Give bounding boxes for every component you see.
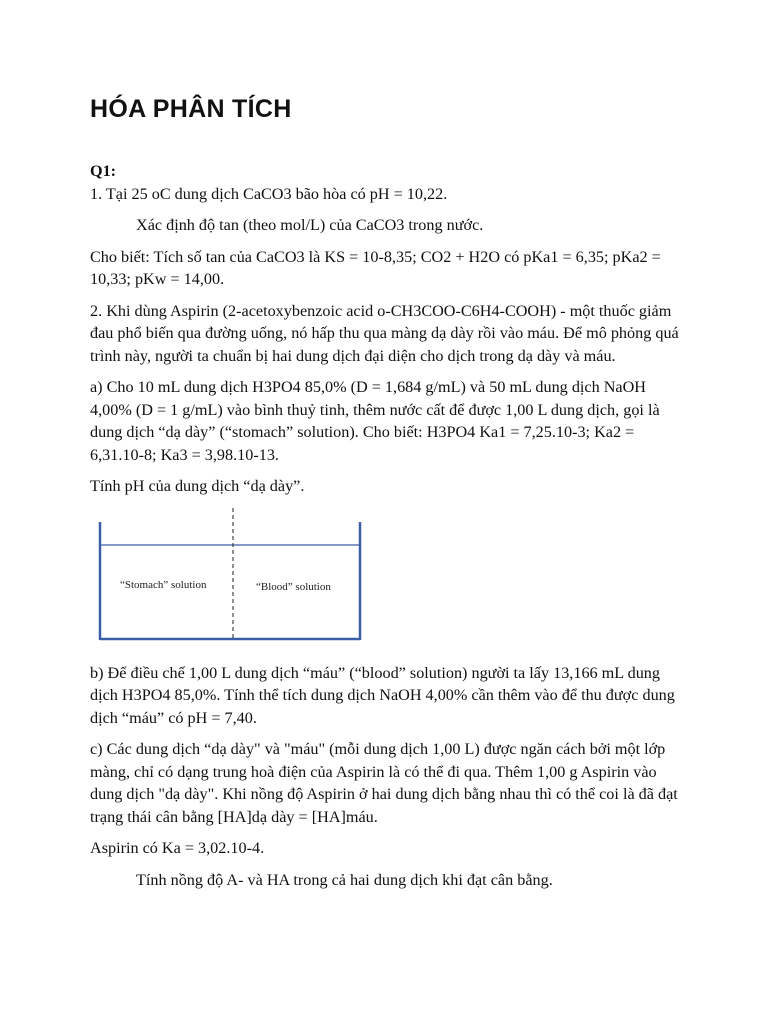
stomach-solution-label: “Stomach” solution bbox=[120, 578, 207, 591]
question-2a-text: a) Cho 10 mL dung dịch H3PO4 85,0% (D = 1,684 g/mL) và 50 mL dung dịch NaOH 4,00% (D = 1 g/mL) vào bình thuỷ tinh, thêm nước cất để được 1,00 L dung dịch, gọi là dung dịch “dạ dày” (“stomach” solution). Cho biết: H3PO4 Ka1 = 7,25.10-3; Ka2 = 6,31.10-8; Ka3 = 3,98.10-13. bbox=[90, 378, 660, 464]
question-1-given: Cho biết: Tích số tan của CaCO3 là KS = 10-8,35; CO2 + H2O có pKa1 = 6,35; pKa2 = 10,33; pKw = 14,00. bbox=[90, 247, 661, 288]
question-2c-text: c) Các dung dịch “dạ dày" và "máu" (mỗi dung dịch 1,00 L) được ngăn cách bởi một lớp màng, chỉ có dạng trung hoà điện của Aspirin là có thể đi qua. Thêm 1,00 g Aspirin vào dung dịch "dạ dày". Khi nồng độ Aspirin ở hai dung dịch bằng nhau thì có thể coi là đã đạt trạng thái cân bằng [HA]dạ dày = [HA]máu. bbox=[90, 740, 678, 826]
question-2-intro: 2. Khi dùng Aspirin (2-acetoxybenzoic acid o-CH3COO-C6H4-COOH) - một thuốc giảm đau phổ biến qua đường uống, nó hấp thu qua màng dạ dày rồi vào máu. Để mô phỏng quá trình này, người ta chuẩn bị hai dung dịch đại diện cho dịch trong dạ dày và máu. bbox=[90, 301, 679, 365]
question-label: Q1: bbox=[90, 162, 117, 180]
membrane-diagram bbox=[90, 508, 680, 648]
question-2c-ka: Aspirin có Ka = 3,02.10-4. bbox=[90, 839, 265, 857]
question-2b-text: b) Để điều chế 1,00 L dung dịch “máu” (“blood” solution) người ta lấy 13,166 mL dung dịch H3PO4 85,0%. Tính thể tích dung dịch NaOH 4,00% cần thêm vào để thu được dung dịch “máu” có pH = 7,40. bbox=[90, 663, 675, 727]
membrane-diagram-svg bbox=[90, 508, 680, 648]
document-title: HÓA PHÂN TÍCH bbox=[90, 95, 292, 123]
question-1-task: Xác định độ tan (theo mol/L) của CaCO3 trong nước. bbox=[136, 216, 484, 234]
question-2a-task: Tính pH của dung dịch “dạ dày”. bbox=[90, 477, 305, 495]
document-body bbox=[90, 160, 680, 900]
question-1-text: 1. Tại 25 oC dung dịch CaCO3 bão hòa có pH = 10,22. bbox=[90, 184, 448, 203]
question-2c-task: Tính nồng độ A- và HA trong cả hai dung dịch khi đạt cân bằng. bbox=[136, 870, 553, 889]
blood-solution-label: “Blood” solution bbox=[256, 580, 331, 593]
